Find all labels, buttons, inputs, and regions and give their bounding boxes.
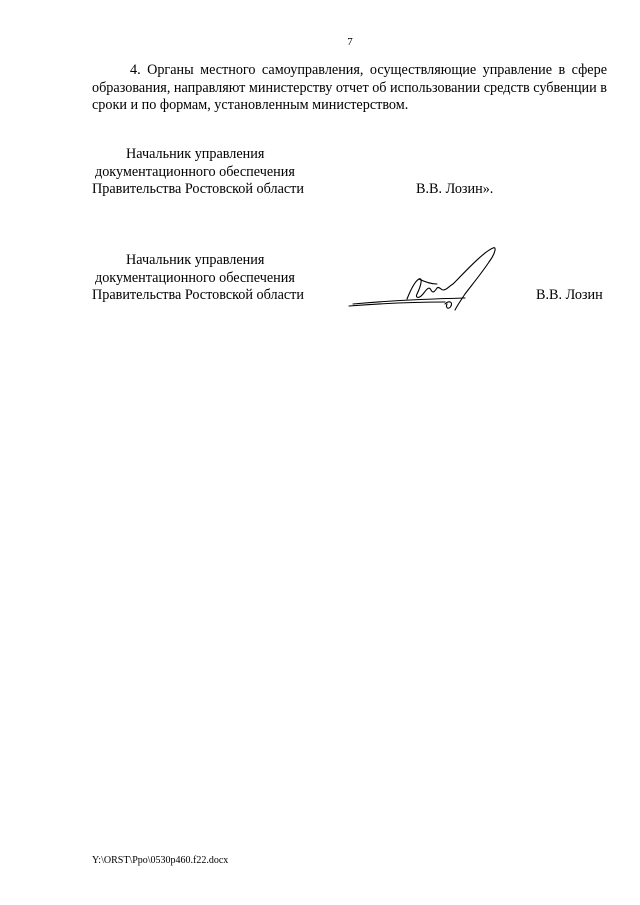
signature-block-2-name: В.В. Лозин (536, 287, 603, 303)
signature-block-2-line3: Правительства Ростовской области (92, 287, 304, 303)
signature-block-1-name: В.В. Лозин». (416, 181, 494, 197)
body-paragraph: 4. Органы местного самоуправления, осуществляющие управление в сфере образования, направляют министерству отчет об использовании средств субвенции в сроки и по формам, установленным министерством. (92, 62, 607, 113)
signature-block-2-title (92, 252, 304, 305)
signature-block-1-line1: Начальник управления (126, 146, 265, 162)
footer-file-path: Y:\ORST\Ppo\0530p460.f22.docx (92, 855, 229, 866)
page-number: 7 (347, 36, 353, 48)
signature-block-1-line3: Правительства Ростовской области (92, 181, 304, 197)
handwritten-signature-icon (345, 244, 505, 314)
signature-block-2-line1: Начальник управления (126, 252, 265, 268)
signature-block-2-line2: документационного обеспечения (95, 269, 295, 286)
signature-block-1-title (92, 146, 304, 199)
signature-block-1-line2: документационного обеспечения (95, 163, 295, 180)
